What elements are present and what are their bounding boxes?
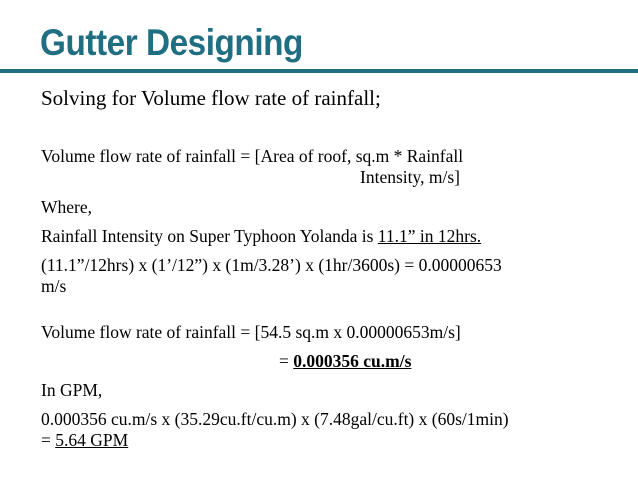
gpm-label: In GPM, (41, 380, 103, 400)
rainfall-intensity-prefix: Rainfall Intensity on Super Typhoon Yolanda is (41, 226, 378, 246)
calculation-line-1: Volume flow rate of rainfall = [54.5 sq.m x 0.00000653m/s] (41, 322, 461, 342)
gpm-equals: = (41, 430, 56, 450)
conversion-line-2: m/s (41, 276, 67, 296)
rainfall-intensity-value: 11.1” in 12hrs. (377, 226, 482, 246)
formula-line-1: Volume flow rate of rainfall = [Area of roof, sq.m * Rainfall (41, 146, 464, 166)
gpm-line-1: 0.000356 cu.m/s x (35.29cu.ft/cu.m) x (7.48gal/cu.ft) x (60s/1min) (41, 409, 509, 429)
subtitle: Solving for Volume flow rate of rainfall; (41, 86, 381, 110)
rainfall-intensity-line (41, 226, 481, 246)
gpm-result: 5.64 GPM (55, 430, 129, 450)
where-label: Where, (41, 197, 93, 217)
title-divider (0, 69, 638, 73)
formula-line-2: Intensity, m/s] (360, 167, 460, 187)
conversion-line-1: (11.1”/12hrs) x (1’/12”) x (1m/3.28’) x (1hr/3600s) = 0.00000653 (41, 255, 502, 275)
slide-title: Gutter Designing (40, 22, 303, 63)
calculation-result-line (279, 351, 411, 371)
gpm-result-line (41, 430, 128, 450)
calculation-equals: = (279, 351, 294, 371)
calculation-result: 0.000356 cu.m/s (293, 351, 412, 371)
